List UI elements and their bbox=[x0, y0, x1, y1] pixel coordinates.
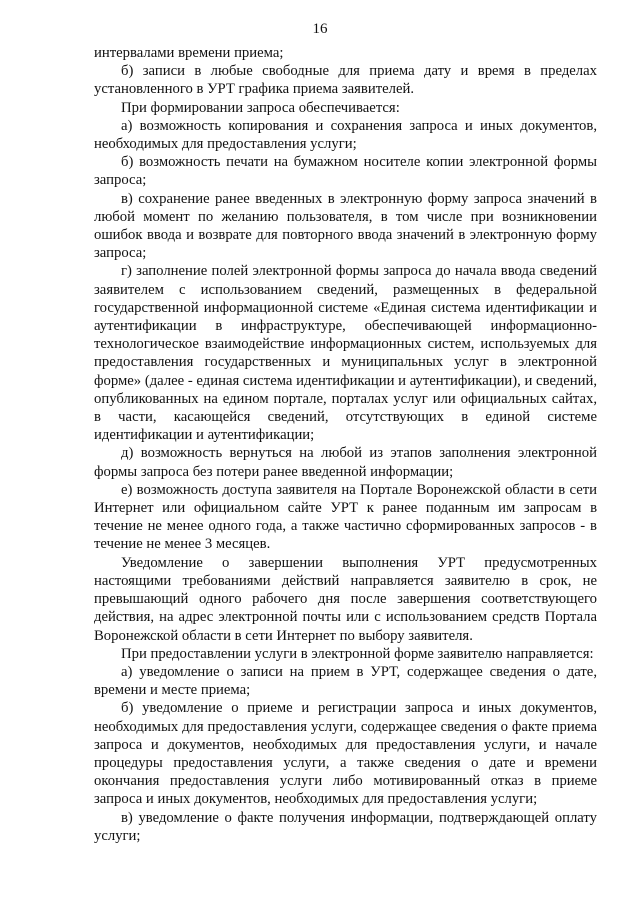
page-number: 16 bbox=[312, 21, 328, 37]
paragraph: интервалами времени приема; bbox=[94, 45, 284, 61]
paragraph: г) заполнение полей электронной формы запроса до начала ввода сведений заявителем с использованием сведений, размещенных в федеральной государственной информационной системе «Единая система идентификации и аутентификации в инфраструктуре, обеспечивающей информационно-технологическое взаимодействие информационных систем, используемых для предоставления государственных и муниципальных услуг в электронной форме» (далее - единая система идентификации и аутентификации), и сведений, опубликованных на едином портале, порталах услуг или официальных сайтах, в части, касающейся сведений, отсутствующих в единой системе идентификации и аутентификации; bbox=[94, 263, 597, 444]
paragraph: б) возможность печати на бумажном носителе копии электронной формы запроса; bbox=[94, 154, 597, 189]
paragraph: а) уведомление о записи на прием в УРТ, содержащее сведения о дате, времени и месте приема; bbox=[94, 663, 597, 699]
paragraph: в) сохранение ранее введенных в электронную форму запроса значений в любой момент по желанию пользователя, в том числе при возникновении ошибок ввода и возврате для повторного ввода значений в электронную форму запроса; bbox=[94, 190, 597, 262]
paragraph: а) возможность копирования и сохранения запроса и иных документов, необходимых для предоставления услуги; bbox=[94, 117, 597, 153]
paragraph: Уведомление о завершении выполнения УРТ предусмотренных настоящими требованиями действий направляется заявителю в срок, не превышающий одного рабочего дня после завершения соответствующего действия, на адрес электронной почты или с использованием средств Портала Воронежской области в сети Интернет по выбору заявителя. bbox=[94, 554, 597, 644]
paragraph: При формировании запроса обеспечивается: bbox=[121, 99, 400, 116]
paragraph: б) уведомление о приеме и регистрации запроса и иных документов, необходимых для предоставления услуги, содержащее сведения о факте приема запроса и документов, необходимых для предоставления услуги, и начале процедуры предоставления услуги, а также сведения о дате и времени окончания предоставления услуги либо мотивированный отказ в приеме запроса и иных документов, необходимых для предоставления услуги; bbox=[94, 700, 597, 808]
paragraph: д) возможность вернуться на любой из этапов заполнения электронной формы запроса без потери ранее введенной информации; bbox=[94, 445, 597, 480]
document-body bbox=[94, 44, 597, 845]
paragraph: При предоставлении услуги в электронной форме заявителю направляется: bbox=[121, 645, 594, 662]
paragraph: е) возможность доступа заявителя на Портале Воронежской области в сети Интернет или официальном сайте УРТ к ранее поданным им запросам в течение не менее одного года, а также частично сформированных запросов - в течение не менее 3 месяцев. bbox=[94, 481, 597, 553]
paragraph: в) уведомление о факте получения информации, подтверждающей оплату услуги; bbox=[94, 809, 597, 844]
paragraph: б) записи в любые свободные для приема дату и время в пределах установленного в УРТ графика приема заявителей. bbox=[94, 63, 597, 98]
